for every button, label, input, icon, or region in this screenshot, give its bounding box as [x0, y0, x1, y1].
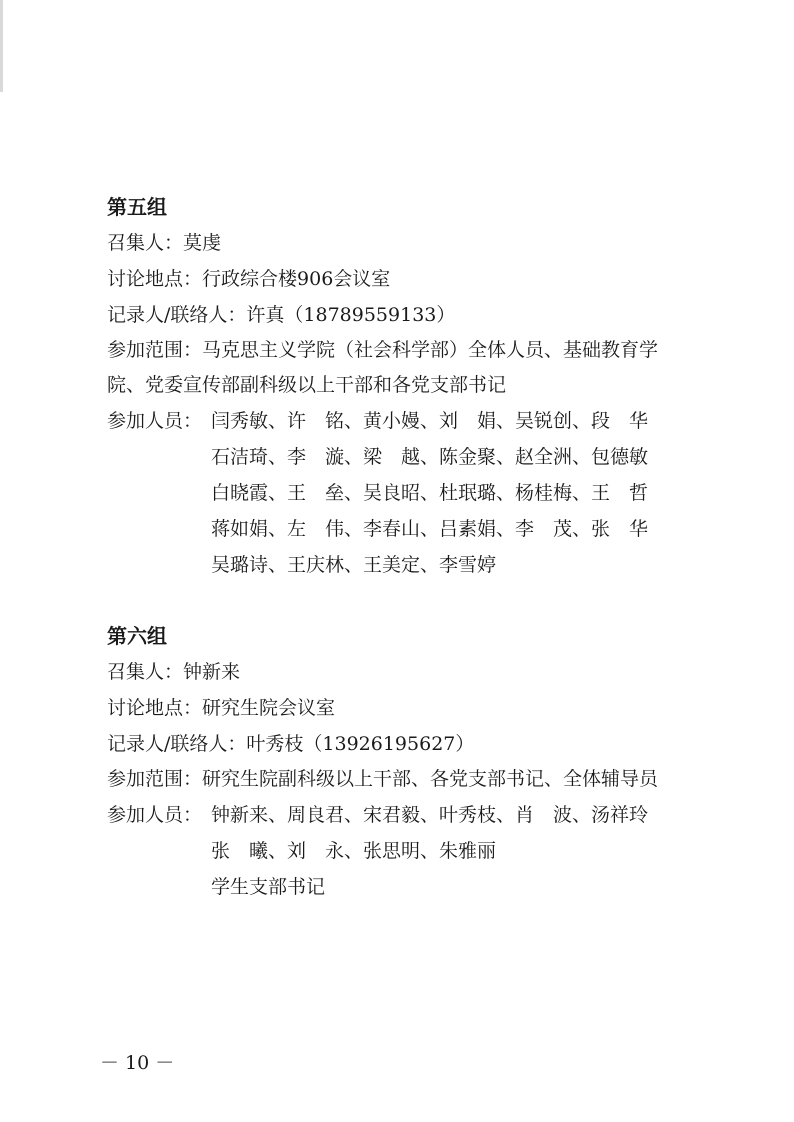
scope-label: 参加范围： — [107, 768, 203, 790]
members-list — [211, 797, 707, 905]
members-line: 学生支部书记 — [211, 876, 326, 898]
recorder-line — [107, 726, 707, 762]
group-section-6 — [107, 621, 707, 905]
scope-paragraph — [107, 762, 695, 797]
location-line — [107, 690, 707, 726]
members-block — [107, 797, 707, 905]
members-line: 白晓霞、王 垒、吴良昭、杜珉璐、杨桂梅、王 哲 — [211, 482, 649, 504]
group-title: 第六组 — [107, 624, 167, 648]
convener-line — [107, 225, 707, 261]
members-line: 张 曦、刘 永、张思明、朱雅丽 — [211, 840, 497, 862]
location-label: 讨论地点： — [107, 268, 203, 290]
group-section-5 — [107, 192, 707, 583]
recorder-line — [107, 297, 707, 333]
members-block — [107, 403, 707, 583]
location-value: 研究生院会议室 — [202, 697, 336, 719]
scope-value: 研究生院副科级以上干部、各党支部书记、全体辅导员 — [202, 768, 659, 790]
recorder-label: 记录人/联络人： — [107, 304, 247, 326]
group-title: 第五组 — [107, 195, 167, 219]
location-value: 行政综合楼906会议室 — [202, 268, 391, 290]
convener-value: 莫虔 — [183, 232, 222, 254]
scope-paragraph — [107, 333, 695, 403]
convener-label: 召集人： — [107, 232, 184, 254]
convener-value: 钟新来 — [183, 661, 241, 683]
scope-label: 参加范围： — [107, 339, 203, 361]
recorder-value: 许真（18789559133） — [246, 304, 456, 326]
members-line: 闫秀敏、许 铭、黄小嫚、刘 娟、吴锐创、段 华 — [211, 410, 649, 432]
scan-edge-mark — [0, 0, 3, 92]
members-label: 参加人员： — [107, 410, 203, 432]
location-label: 讨论地点： — [107, 697, 203, 719]
convener-label: 召集人： — [107, 661, 184, 683]
members-line: 吴璐诗、王庆林、王美定、李雪婷 — [211, 554, 497, 576]
scope-value: 马克思主义学院（社会科学部）全体人员、基础教育学院、党委宣传部副科级以上干部和各党支部书记 — [107, 339, 659, 396]
members-line: 钟新来、周良君、宋君毅、叶秀枝、肖 波、汤祥玲 — [211, 804, 649, 826]
page-number: － 10 － — [100, 1052, 175, 1074]
members-line: 蒋如娟、左 伟、李春山、吕素娟、李 茂、张 华 — [211, 518, 649, 540]
location-line — [107, 261, 707, 297]
members-line: 石洁琦、李 漩、梁 越、陈金聚、赵全洲、包德敏 — [211, 446, 649, 468]
members-label: 参加人员： — [107, 804, 203, 826]
recorder-label: 记录人/联络人： — [107, 733, 247, 755]
convener-line — [107, 654, 707, 690]
members-list — [211, 403, 707, 583]
recorder-value: 叶秀枝（13926195627） — [246, 733, 475, 755]
